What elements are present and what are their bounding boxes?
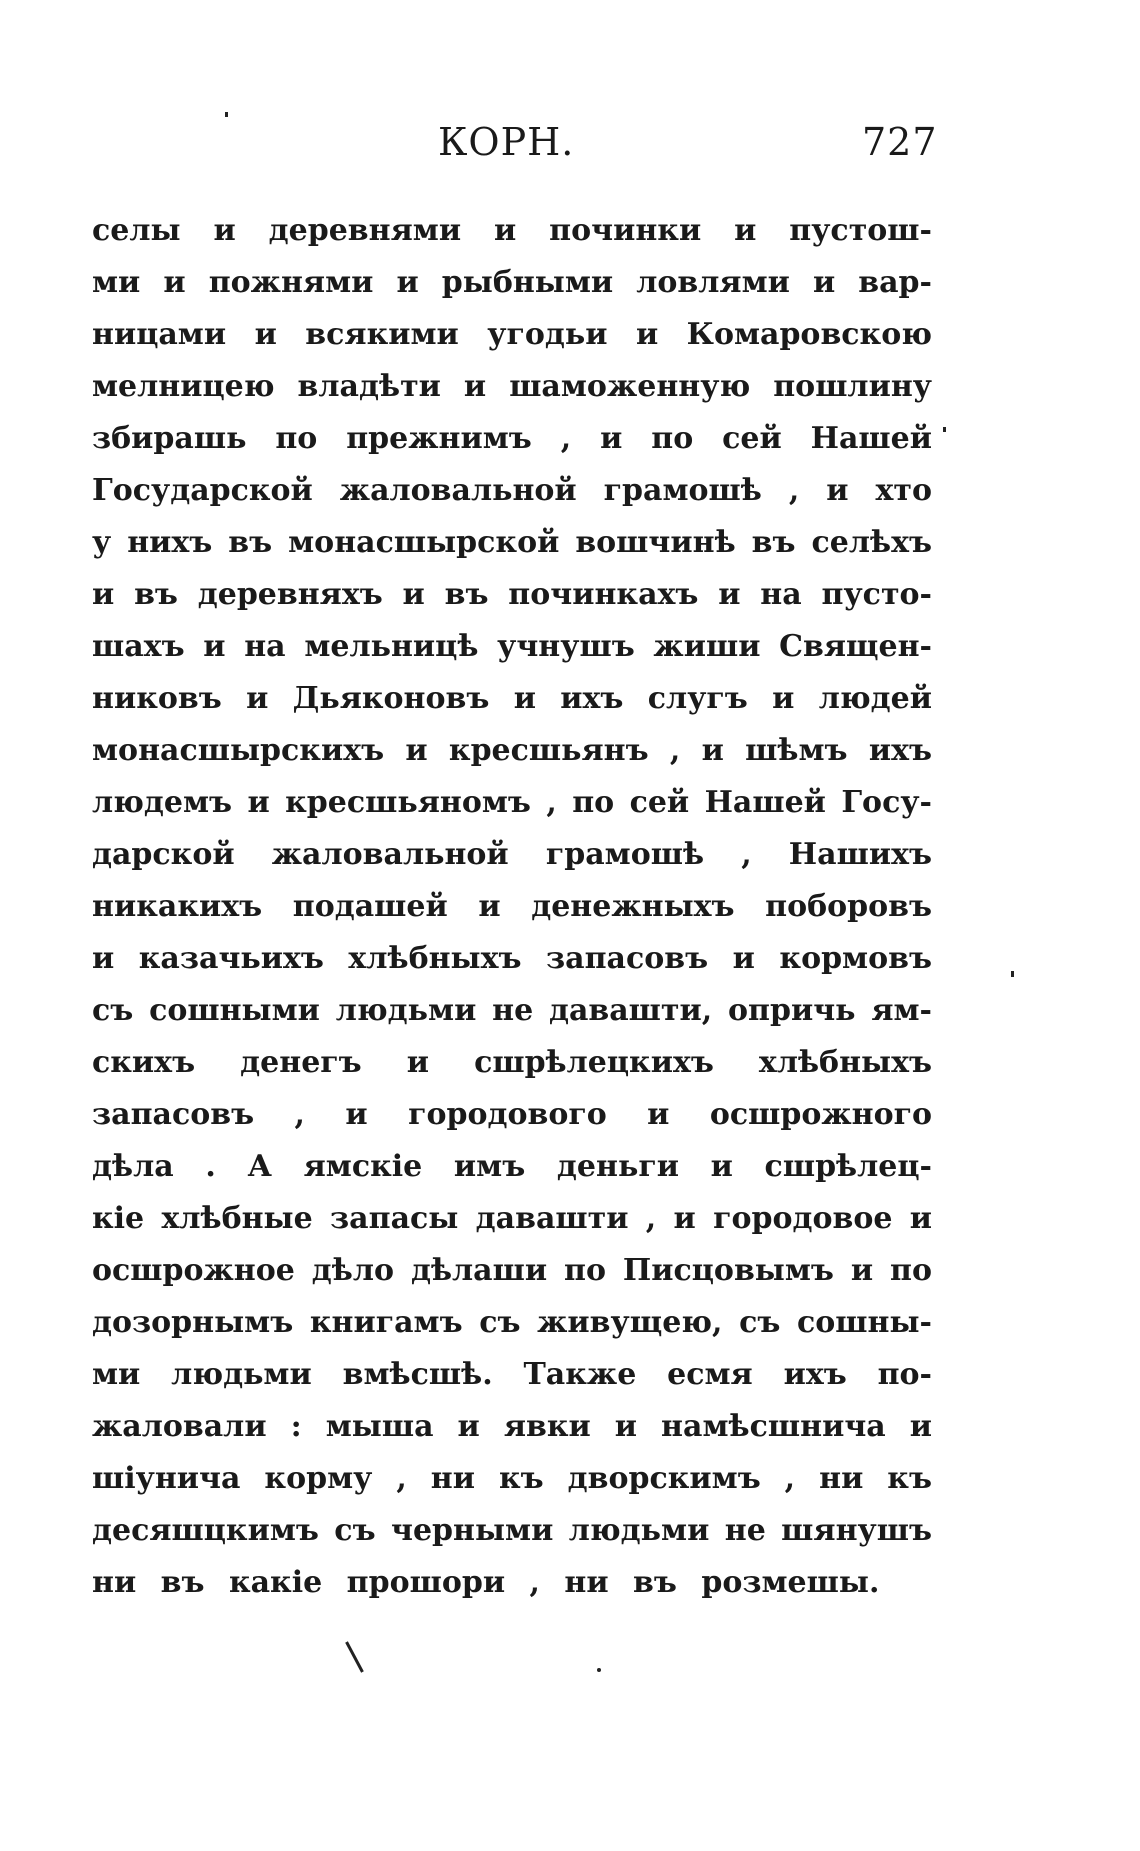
text-line: скихъ денегъ и сшрѣлецкихъ хлѣбныхъ <box>92 1045 932 1080</box>
running-title: КОРН. <box>438 120 575 164</box>
text-line: и въ деревняхъ и въ починкахъ и на пусто- <box>92 577 932 612</box>
scan-speck <box>943 427 946 432</box>
running-head <box>0 110 1140 170</box>
text-line: дарской жаловальной грамошѣ , Нашихъ <box>92 837 932 872</box>
scan-speck <box>1011 971 1014 977</box>
text-line: никакихъ подашей и денежныхъ поборовъ <box>92 889 932 924</box>
body-text <box>92 205 932 1609</box>
text-line: монасшырскихъ и кресшьянъ , и шѣмъ ихъ <box>92 733 932 768</box>
text-line: шахъ и на мельницѣ учнушъ жиши Священ- <box>92 629 932 664</box>
text-line: ми людьми вмѣсшѣ. Также есмя ихъ по- <box>92 1357 932 1392</box>
text-line: ницами и всякими угодьи и Комаровскою <box>92 317 932 352</box>
text-line: десяшцкимъ съ черными людьми не шянушъ <box>92 1513 932 1548</box>
text-line: збирашь по прежнимъ , и по сей Нашей <box>92 421 932 456</box>
page-number: 727 <box>862 120 938 164</box>
text-line: Государской жаловальной грамошѣ , и хто <box>92 473 932 508</box>
scan-speck <box>345 1641 364 1672</box>
text-line: никовъ и Дьяконовъ и ихъ слугъ и людей <box>92 681 932 716</box>
text-line: жаловали : мыша и явки и намѣсшнича и <box>92 1409 932 1444</box>
text-line: дозорнымъ книгамъ съ живущею, съ сошны- <box>92 1305 932 1340</box>
text-line: селы и деревнями и починки и пустош- <box>92 213 932 248</box>
text-line: у нихъ въ монасшырской вошчинѣ въ селѣхъ <box>92 525 932 560</box>
text-line: дѣла . А ямскіе имъ деньги и сшрѣлец- <box>92 1149 932 1184</box>
text-line: людемъ и кресшьяномъ , по сей Нашей Госу- <box>92 785 932 820</box>
text-line: шіунича корму , ни къ дворскимъ , ни къ <box>92 1461 932 1496</box>
scan-speck <box>597 1668 601 1672</box>
text-line: мелницею владѣти и шаможенную пошлину <box>92 369 932 404</box>
text-line: запасовъ , и городового и осшрожного <box>92 1097 932 1132</box>
text-line: съ сошными людьми не давашти, опричь ям- <box>92 993 932 1028</box>
text-line: ни въ какіе прошори , ни въ розмешы. <box>92 1565 880 1600</box>
text-line: и казачьихъ хлѣбныхъ запасовъ и кормовъ <box>92 941 932 976</box>
text-line: осшрожное дѣло дѣлаши по Писцовымъ и по <box>92 1253 932 1288</box>
text-line: кіе хлѣбные запасы давашти , и городовое и <box>92 1201 932 1236</box>
scan-speck <box>225 112 228 117</box>
text-line: ми и пожнями и рыбными ловлями и вар- <box>92 265 932 300</box>
